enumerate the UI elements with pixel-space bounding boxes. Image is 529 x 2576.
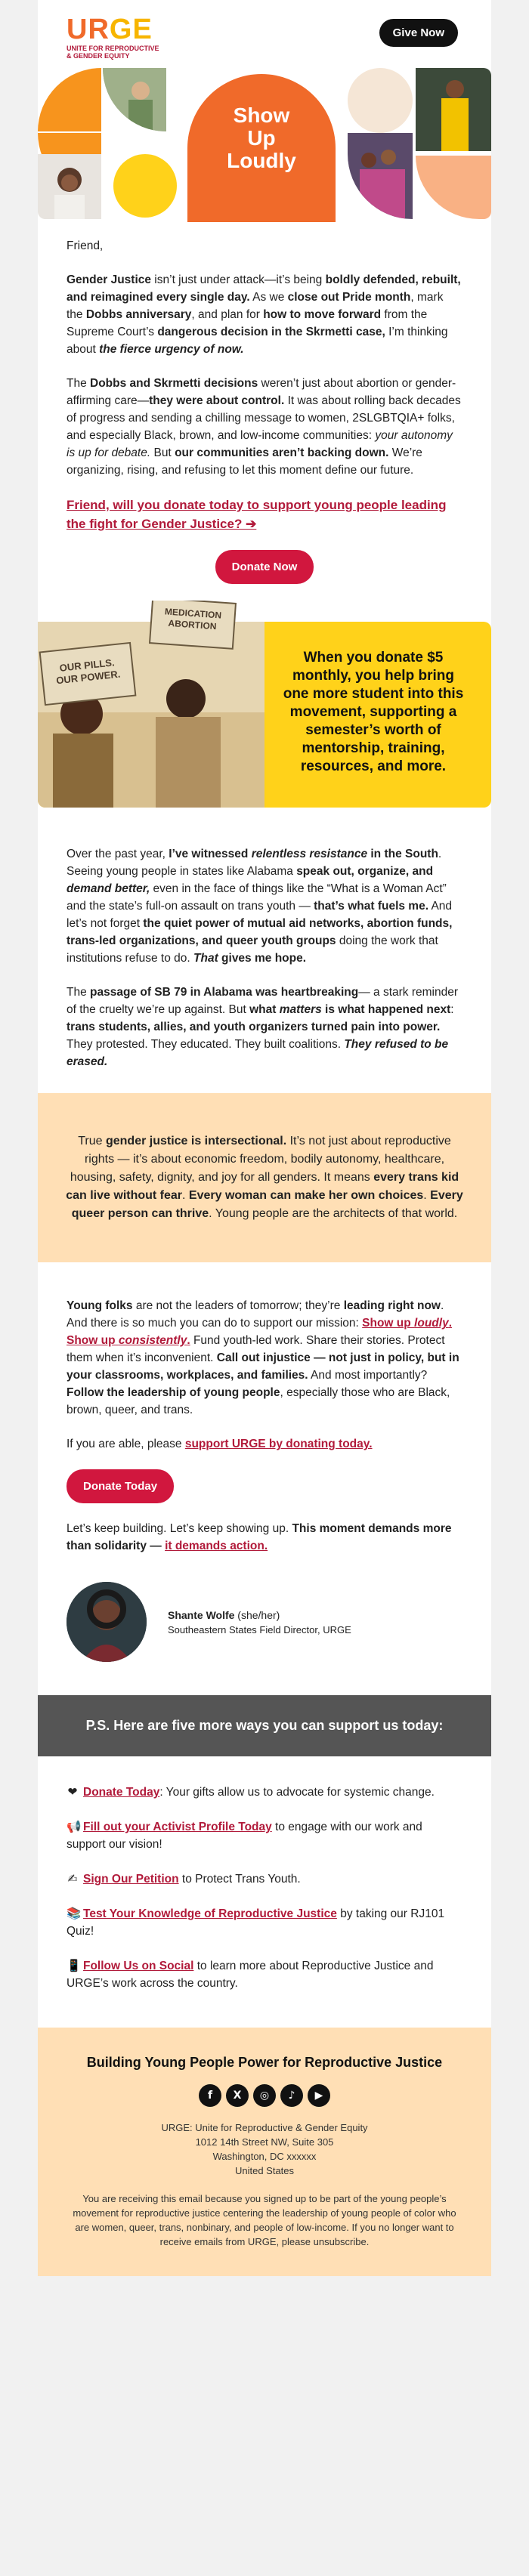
monthly-donation-card xyxy=(38,601,491,808)
ps-item xyxy=(67,1905,462,1940)
logo-subtitle: UNITE FOR REPRODUCTIVE & GENDER EQUITY xyxy=(67,45,159,60)
orange-quarter-shape xyxy=(38,68,101,131)
ps-item-text: to Protect Trans Youth. xyxy=(178,1873,301,1886)
protest-sign-right: MEDICATION ABORTION xyxy=(164,606,222,632)
ps-item xyxy=(67,1957,462,1992)
ps-item-link[interactable]: Fill out your Activist Profile Today xyxy=(83,1821,272,1833)
resistance-paragraph-1: Over the past year, I’ve witnessed relentless resistance in the South. Seeing young people in states like Alabama speak out, organize, and demand better, even in the face of things like the “What is a Woman Act” and the state’s full-on assault on trans youth — that’s what fuels me. And let’s not forget the quiet power of mutual aid networks, abortion funds, trans-led organizations, and queer youth groups doing the work that institutions refuse to do. That gives me hope. xyxy=(67,848,453,965)
ps-item xyxy=(67,1870,462,1888)
footer-title: Building Young People Power for Reproductive Justice xyxy=(86,2055,443,2070)
ps-item-link[interactable]: Donate Today xyxy=(83,1786,160,1799)
social-icons xyxy=(67,2084,462,2107)
signer-info xyxy=(168,1608,351,1637)
instagram-icon[interactable]: ◎ xyxy=(253,2084,276,2107)
intro-section xyxy=(38,219,491,584)
address-line-1: URGE: Unite for Reproductive & Gender Equity xyxy=(161,2122,368,2133)
hero-title-line3: Loudly xyxy=(227,149,296,172)
support-paragraph-2: If you are able, please support URGE by donating today. xyxy=(67,1438,373,1450)
ps-item-emoji-icon: 📢 xyxy=(67,1820,82,1833)
address-line-4: United States xyxy=(234,2165,295,2176)
support-paragraph-1: Young folks are not the leaders of tomorrow; they’re leading right now. And there is so much you can do to support our mission: Show up loudly. Show up consistently. Fund youth-led work. Share their stories. Protect them when it’s inconvenient. Call out injustice — not just in policy, but in your classrooms, workplaces, and families. And most importantly? Follow the leadership of young people, especially those who are Black, brown, queer, and trans. xyxy=(67,1299,459,1416)
ps-list xyxy=(38,1756,491,2028)
ps-item xyxy=(67,1818,462,1853)
yellow-circle-shape xyxy=(113,154,177,218)
ps-item-text: by taking our RJ101 Quiz! xyxy=(67,1907,445,1938)
hero-photo-crowd xyxy=(416,68,491,151)
support-urge-link[interactable]: support URGE by donating today. xyxy=(184,1438,373,1450)
signer-role: Southeastern States Field Director, URGE xyxy=(168,1623,351,1635)
youtube-icon[interactable]: ▶ xyxy=(308,2084,330,2107)
intro-paragraph-1: Gender Justice isn’t just under attack—it’s being boldly defended, rebuilt, and reimagined every single day. As we close out Pride month, mark the Dobbs anniversary, and plan for how to move forward from the Supreme Court’s dangerous decision in the Skrmetti case, I’m thinking about the fierce urgency of now. xyxy=(67,273,461,356)
address-line-3: Washington, DC xxxxxx xyxy=(212,2151,317,2162)
email-container xyxy=(38,0,491,2276)
footer-address xyxy=(67,2120,462,2178)
logo-wordmark: URGE xyxy=(67,14,153,45)
donate-now-button[interactable]: Donate Now xyxy=(215,550,314,584)
support-paragraph-3: Let’s keep building. Let’s keep showing up. This moment demands more than solidarity — it demands action. xyxy=(67,1522,452,1552)
ps-item-text: to learn more about Reproductive Justice and URGE’s work across the country. xyxy=(67,1960,434,1990)
address-line-2: 1012 14th Street NW, Suite 305 xyxy=(195,2136,334,2148)
footer-disclaimer: You are receiving this email because you signed up to be part of the young people’s movement for reproductive justice centering the leadership of young people of color who are women, queer, trans, nonbinary, and people of low-income. If you no longer want to receive emails from URGE, please unsubscribe. xyxy=(73,2193,456,2247)
ps-item xyxy=(67,1784,462,1801)
ps-item-link[interactable]: Test Your Knowledge of Reproductive Justice xyxy=(83,1907,337,1920)
hero-photo-group xyxy=(348,133,413,219)
ps-heading: P.S. Here are five more ways you can support us today: xyxy=(38,1695,491,1756)
protest-photo xyxy=(38,601,264,808)
donate-cta-link[interactable]: Friend, will you donate today to support young people leading the fight for Gender Justice? ➔ xyxy=(67,498,447,531)
signature-block xyxy=(67,1582,462,1662)
hero-title-line1: Show xyxy=(233,103,290,127)
tiktok-icon[interactable]: ♪ xyxy=(280,2084,303,2107)
peach-quarter-shape xyxy=(416,156,491,219)
ps-item-emoji-icon: ❤ xyxy=(67,1785,78,1799)
demands-action-link[interactable]: it demands action. xyxy=(165,1540,268,1552)
resistance-paragraph-2: The passage of SB 79 in Alabama was heartbreaking— a stark reminder of the cruelty we’re up against. But what matters is what happened next: trans students, allies, and youth organizers turned pain into power. They protested. They educated. They built coalitions. They refused to be erased. xyxy=(67,986,459,1068)
ps-item-text: to engage with our work and support our vision! xyxy=(67,1821,422,1851)
hero-photo-smiling xyxy=(38,154,101,219)
urge-logo[interactable] xyxy=(67,15,165,60)
ps-item-text: : Your gifts allow us to advocate for systemic change. xyxy=(159,1786,435,1799)
ps-item-emoji-icon: ✍ xyxy=(67,1872,78,1886)
monthly-donation-text: When you donate $5 monthly, you help bring one more student into this movement, supporting a semester’s worth of mentorship, training, resources, and more. xyxy=(283,650,464,774)
ps-item-link[interactable]: Sign Our Petition xyxy=(83,1873,179,1886)
hero-photo-speaker xyxy=(103,68,166,131)
greeting: Friend, xyxy=(67,239,104,252)
intro-paragraph-2: The Dobbs and Skrmetti decisions weren’t just about abortion or gender-affirming care—they were about control. It was about rolling back decades of progress and sending a chilling message to women, 2SLGBTQIA+ folks, and especially Black, brown, and low-income communities: your autonomy is up for debate. But our communities aren’t backing down. We’re organizing, rising, and refusing to let this moment define our future. xyxy=(67,377,461,477)
hero-collage xyxy=(38,68,491,219)
give-now-button[interactable]: Give Now xyxy=(379,19,458,47)
ps-item-link[interactable]: Follow Us on Social xyxy=(83,1960,194,1972)
show-up-link[interactable]: Show up loudly. Show up consistently. xyxy=(67,1317,452,1347)
facebook-icon[interactable]: f xyxy=(199,2084,221,2107)
donate-today-button[interactable]: Donate Today xyxy=(67,1469,174,1503)
protest-sign-left: OUR PILLS. OUR POWER. xyxy=(55,656,121,687)
footer xyxy=(38,2028,491,2276)
ps-item-emoji-icon: 📚 xyxy=(67,1907,82,1920)
intersectional-callout: True gender justice is intersectional. It’s not just about reproductive rights — it’s about economic freedom, bodily autonomy, healthcare, housing, safety, dignity, and joy for all genders. It means every trans kid can live without fear. Every woman can make her own choices. Every queer person can thrive. Young people are the architects of that world. xyxy=(38,1093,491,1262)
hero-title-badge xyxy=(187,74,336,222)
x-icon[interactable]: X xyxy=(226,2084,249,2107)
signer-avatar xyxy=(67,1582,147,1662)
resistance-section xyxy=(38,808,491,1070)
pale-circle-shape xyxy=(348,68,413,133)
hero-title-line2: Up xyxy=(247,126,276,150)
support-section xyxy=(38,1262,491,1662)
header xyxy=(38,0,491,68)
ps-item-emoji-icon: 📱 xyxy=(67,1959,82,1972)
signer-name: Shante Wolfe (she/her) xyxy=(168,1608,280,1621)
